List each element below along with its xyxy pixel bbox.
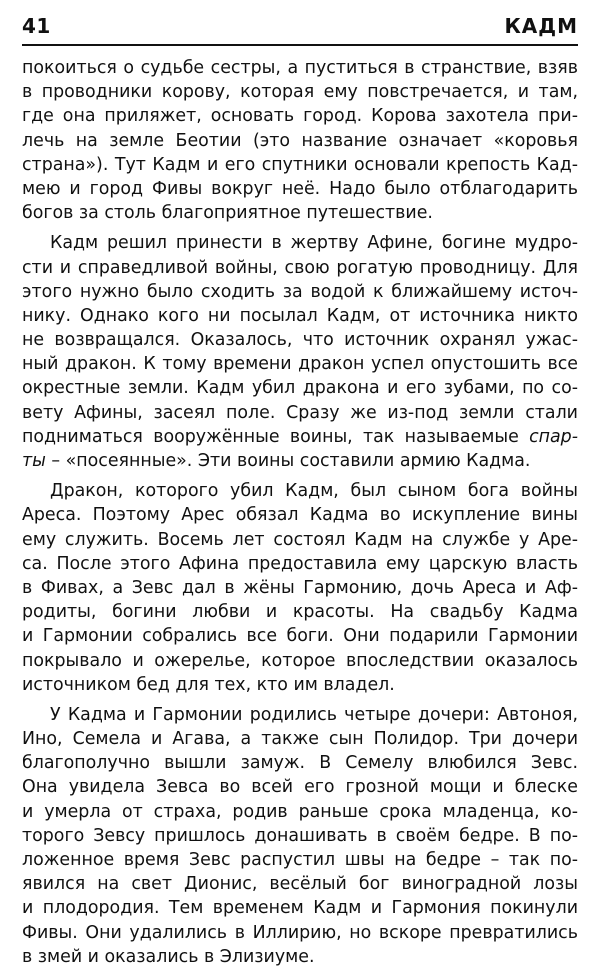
text-line: где она приляжет, основать город. Корова захотела при- [22, 106, 578, 127]
text-line: и умерла от страха, родив раньше срока младенца, ко- [22, 801, 578, 822]
text-segment: – «посеянные». Эти воины составили армию Кадма. [45, 451, 531, 471]
text-line: торого Зевсу пришлось донашивать в своём бедре. В по- [22, 825, 578, 846]
text-line: и плодородия. Тем временем Кадм и Гармония покинули [22, 898, 578, 919]
text-line: Ареса. Поэтому Арес обязал Кадма во искупление вины [22, 505, 578, 526]
paragraph-4 [22, 703, 578, 969]
text-line: ный дракон. К тому времени дракон успел опустошить все [22, 354, 578, 375]
text-line: Дракон, которого убил Кадм, был сыном бога войны [50, 481, 578, 502]
text-line-with-italic [22, 425, 578, 449]
text-segment: подниматься вооружённые воины, так называемые [22, 426, 519, 447]
text-line: родиты, богини любви и красоты. На свадьбу Кадма [22, 602, 578, 623]
text-line: нику. Однако кого ни посылал Кадм, от источника никто [22, 305, 578, 326]
text-line-with-italic [22, 449, 578, 473]
text-line: не возвращался. Оказалось, что источник охранял ужас- [22, 330, 578, 351]
italic-term: ты [22, 451, 46, 471]
paragraph-2 [22, 231, 578, 473]
text-line: ему служить. Восемь лет состоял Кадм на службе у Аре- [22, 529, 578, 550]
text-line: покрывало и ожерелье, которое впоследствии оказалось [22, 650, 578, 671]
paragraph-1 [22, 56, 578, 225]
text-line: в Фивах, а Зевс дал в жёны Гармонию, дочь Ареса и Аф- [22, 577, 578, 598]
text-line: вету Афины, засеял поле. Сразу же из-под земли стали [22, 402, 578, 423]
text-line: покоиться о судьбе сестры, а пуститься в странствие, взяв [22, 58, 578, 78]
text-line: источником бед для тех, кто им владел. [22, 674, 395, 695]
text-line: лечь на земле Беотии (это название означает «коровья [22, 130, 578, 151]
italic-term: спар- [529, 426, 578, 447]
text-line: са. После этого Афина предоставила ему царскую власть [22, 553, 578, 574]
text-line: этого нужно было сходить за водой к ближайшему источ- [22, 281, 578, 302]
page-number: 41 [22, 14, 51, 38]
text-line: окрестные земли. Кадм убил дракона и его зубами, по со- [22, 378, 578, 399]
text-line: богов за столь благоприятное путешествие. [22, 203, 433, 224]
text-line: Ино, Семела и Агава, а также сын Полидор. Три дочери [22, 729, 578, 750]
running-head: КАДМ [504, 14, 578, 38]
text-line: Она увидела Зевса во всей его грозной мощи и блеске [22, 777, 578, 798]
paragraph-3 [22, 479, 578, 697]
text-line: явился на свет Дионис, весёлый бог виноградной лозы [22, 874, 578, 895]
text-line: сти и справедливой войны, свою рогатую проводницу. Для [22, 257, 578, 278]
text-line: в змей и оказались в Элизиуме. [22, 946, 315, 967]
text-line: Фивы. Они удалились в Иллирию, но вскоре превратились [22, 922, 578, 943]
text-line: У Кадма и Гармонии родились четыре дочери: Автоноя, [50, 704, 578, 725]
text-line: Кадм решил принести в жертву Афине, богине мудро- [50, 233, 578, 254]
page-header [22, 14, 578, 48]
text-line: ложенное время Зевс распустил швы на бедре – так по- [22, 850, 578, 870]
text-line: в проводники корову, которая ему повстречается, и там, [22, 82, 578, 103]
text-line: благополучно вышли замуж. В Семелу влюбился Зевс. [22, 753, 578, 774]
text-line: и Гармонии собрались все боги. Они подарили Гармонии [22, 626, 578, 647]
header-rule [22, 44, 578, 46]
body-text [22, 56, 578, 969]
text-line: мею и город Фивы вокруг неё. Надо было отблагодарить [22, 178, 578, 199]
text-line: страна»). Тут Кадм и его спутники основали крепость Кад- [22, 154, 578, 175]
